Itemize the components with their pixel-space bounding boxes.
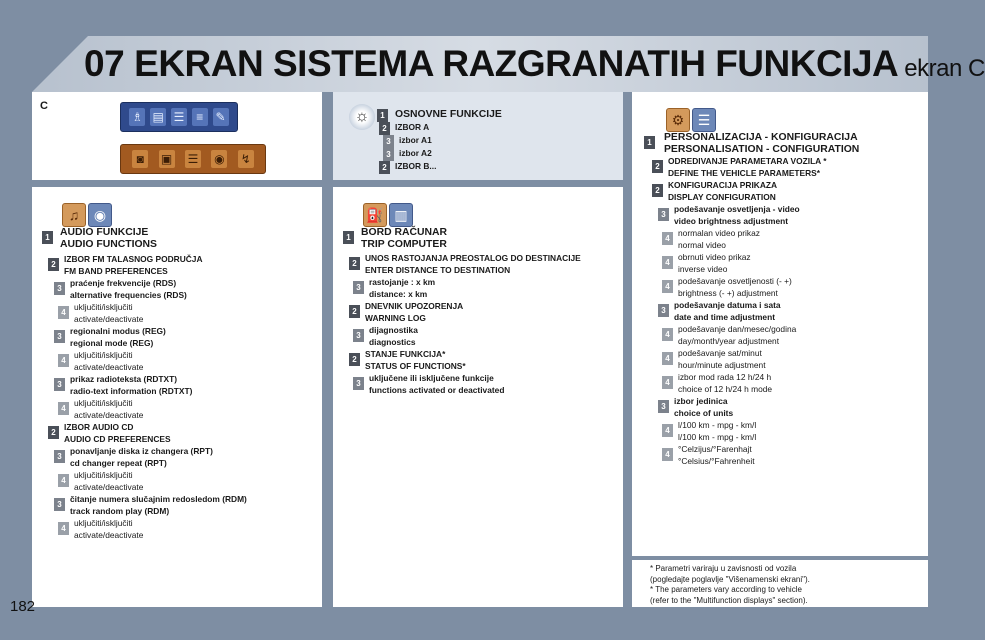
level-badge: 4	[662, 376, 673, 389]
level-badge: 3	[383, 148, 394, 161]
level-badge: 4	[58, 402, 69, 415]
level-badge: 3	[658, 304, 669, 317]
level-badge: 4	[58, 354, 69, 367]
basic-item: IZBOR A	[395, 122, 430, 132]
level-badge: 4	[662, 232, 673, 245]
list-item: IZBOR AUDIO CD AUDIO CD PREFERENCES	[64, 422, 171, 444]
level-badge: 1	[644, 136, 655, 149]
level-badge: 4	[662, 256, 673, 269]
level-badge: 3	[54, 450, 65, 463]
list-item: podešavanje sat/minut hour/minute adjustment	[678, 348, 766, 370]
level-badge: 2	[652, 160, 663, 173]
audio-functions-title: AUDIO FUNKCIJE AUDIO FUNCTIONS	[60, 227, 157, 250]
level-badge: 3	[54, 330, 65, 343]
level-badge: 4	[662, 352, 673, 365]
fuel-pump-icon: ⛽	[363, 203, 387, 227]
footnote-panel	[632, 560, 928, 607]
audio-icon: ♫	[62, 203, 86, 227]
list-item: DNEVNIK UPOZORENJA WARNING LOG	[365, 301, 464, 323]
screen-c-menu-bar-orange	[120, 144, 266, 174]
list-item: IZBOR FM TALASNOG PODRUČJA FM BAND PREFERENCES	[64, 254, 203, 276]
basic-item: izbor A2	[399, 148, 432, 158]
list-item: praćenje frekvencije (RDS) alternative frequencies (RDS)	[70, 278, 187, 300]
sliders-icon: ☰	[692, 108, 716, 132]
level-badge: 3	[54, 378, 65, 391]
level-badge: 2	[48, 426, 59, 439]
level-badge: 2	[652, 184, 663, 197]
list-item: uključiti/isključiti activate/deactivate	[74, 302, 144, 324]
list-item: uključiti/isključiti activate/deactivate	[74, 350, 144, 372]
screen-c-label: C	[40, 100, 48, 112]
basic-item: izbor A1	[399, 135, 432, 145]
level-badge: 4	[662, 448, 673, 461]
level-badge: 2	[48, 258, 59, 271]
level-badge: 1	[343, 231, 354, 244]
trip-icon: ▥	[389, 203, 413, 227]
level-badge: 4	[662, 328, 673, 341]
sliders-icon: ☰	[171, 108, 187, 126]
list-item: izbor jedinica choice of units	[674, 396, 734, 418]
level-badge: 3	[353, 281, 364, 294]
level-badge: 2	[349, 305, 360, 318]
wrench-icon: ✎	[213, 108, 229, 126]
basic-functions-title: OSNOVNE FUNKCIJE	[395, 109, 502, 120]
list-item: UNOS RASTOJANJA PREOSTALOG DO DESTINACIJE ENTER DISTANCE TO DESTINATION	[365, 253, 581, 275]
level-badge: 2	[379, 161, 390, 174]
level-badge: 3	[353, 377, 364, 390]
list-item: KONFIGURACIJA PRIKAZA DISPLAY CONFIGURATION	[668, 180, 778, 202]
trip-computer-title: BORD RAČUNAR TRIP COMPUTER	[361, 227, 448, 250]
list-item: izbor mod rada 12 h/24 h choice of 12 h/24 h mode	[678, 372, 773, 394]
level-badge: 2	[379, 122, 390, 135]
level-badge: 4	[58, 474, 69, 487]
list-item: podešavanje datuma i sata date and time adjustment	[674, 300, 781, 322]
list-item: regionalni modus (REG) regional mode (REG)	[70, 326, 166, 348]
list-item: uključiti/isključiti activate/deactivate	[74, 398, 144, 420]
list-icon: ≡	[192, 108, 208, 126]
level-badge: 1	[42, 231, 53, 244]
list-item: °Celzijus/°Farenhajt °Celsius/°Fahrenheit	[678, 444, 755, 466]
radio-icon: ◉	[211, 150, 227, 168]
audio-functions-panel	[32, 187, 322, 607]
list-item: dijagnostika diagnostics	[369, 325, 418, 347]
level-badge: 4	[662, 280, 673, 293]
list-item: uključiti/isključiti activate/deactivate	[74, 518, 144, 540]
trip-computer-panel	[333, 187, 623, 607]
document-icon: ▤	[150, 108, 166, 126]
screen-c-menu-bar-blue	[120, 102, 238, 132]
sliders-icon: ☰	[185, 150, 201, 168]
list-item: podešavanje osvetljenosti (- +) brightness (- +) adjustment	[678, 276, 792, 298]
list-item: normalan video prikaz normal video	[678, 228, 760, 250]
list-item: rastojanje : x km distance: x km	[369, 277, 436, 299]
route-icon: ↯	[238, 150, 254, 168]
list-item: uključiti/isključiti activate/deactivate	[74, 470, 144, 492]
page-title	[84, 43, 985, 85]
basic-functions-panel	[333, 92, 623, 180]
list-item: STANJE FUNKCIJA* STATUS OF FUNCTIONS*	[365, 349, 466, 371]
chapter-number: 07	[84, 43, 125, 84]
level-badge: 2	[349, 257, 360, 270]
level-badge: 3	[658, 400, 669, 413]
car-icon: ◙	[132, 150, 148, 168]
page-number: 182	[10, 598, 36, 615]
list-item: čitanje numera slučajnim redosledom (RDM) track random play (RDM)	[70, 494, 247, 516]
level-badge: 3	[383, 135, 394, 148]
list-item: uključene ili isključene funkcije functions activated or deactivated	[369, 373, 505, 395]
title-text: EKRAN SISTEMA RAZGRANATIH FUNKCIJA	[134, 43, 899, 84]
settings-icon: ⚙	[666, 108, 690, 132]
list-item: ODREDIVANJE PARAMETARA VOZILA * DEFINE THE VEHICLE PARAMETERS*	[668, 156, 827, 178]
level-badge: 3	[54, 282, 65, 295]
list-item: prikaz radioteksta (RDTXT) radio-text information (RDTXT)	[70, 374, 193, 396]
level-badge: 3	[353, 329, 364, 342]
fuel-icon: ▣	[159, 150, 175, 168]
level-badge: 3	[54, 498, 65, 511]
radio-icon: ◉	[88, 203, 112, 227]
level-badge: 1	[377, 109, 388, 122]
level-badge: 2	[349, 353, 360, 366]
list-item: l/100 km - mpg - km/l l/100 km - mpg - km/l	[678, 420, 757, 442]
list-item: obrnuti video prikaz inverse video	[678, 252, 751, 274]
brightness-icon: ☼	[349, 104, 375, 130]
title-subtitle: ekran C	[904, 55, 985, 82]
level-badge: 4	[662, 424, 673, 437]
screen-c-panel	[32, 92, 322, 180]
seat-icon: ♗	[129, 108, 145, 126]
list-item: ponavljanje diska iz changera (RPT) cd changer repeat (RPT)	[70, 446, 213, 468]
level-badge: 3	[658, 208, 669, 221]
footnote: * Parametri variraju u zavisnosti od vozila (pogledajte poglavlje "Višenamenski ekrani"). * The parameters vary according to vehicle (refer to the "Multifunction displays" section).	[650, 564, 810, 605]
basic-item: IZBOR B...	[395, 161, 437, 171]
personalisation-title: PERSONALIZACIJA - KONFIGURACIJA PERSONALISATION - CONFIGURATION	[664, 132, 860, 155]
personalisation-panel	[632, 92, 928, 556]
level-badge: 4	[58, 306, 69, 319]
list-item: podešavanje osvetljenja - video video brightness adjustment	[674, 204, 800, 226]
list-item: podešavanje dan/mesec/godina day/month/year adjustment	[678, 324, 797, 346]
level-badge: 4	[58, 522, 69, 535]
